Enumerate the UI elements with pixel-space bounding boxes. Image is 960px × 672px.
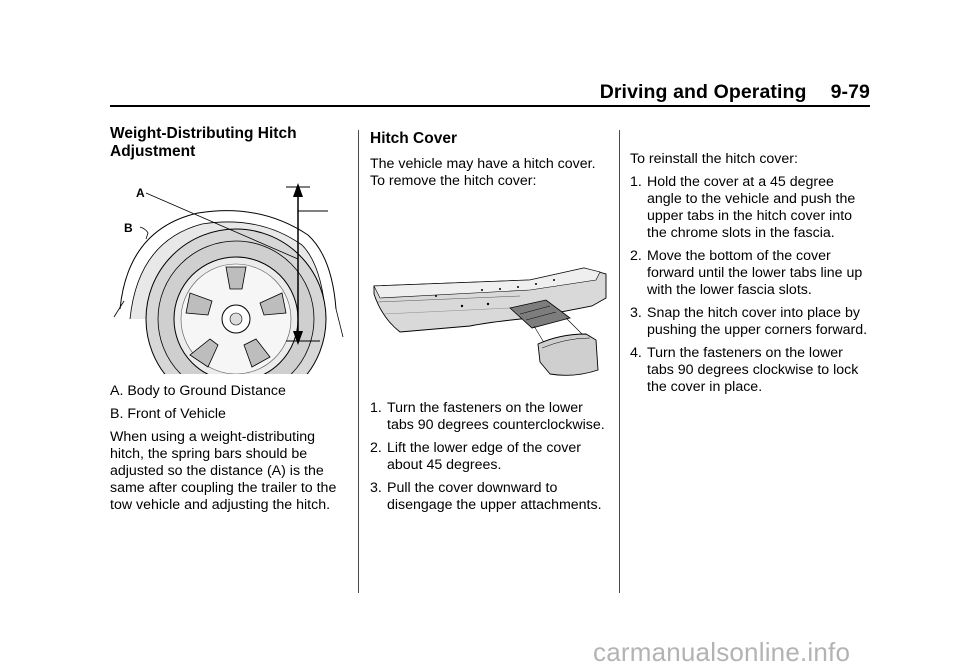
step-number: 3. [630, 305, 642, 321]
intro-paragraph: To reinstall the hitch cover: [630, 151, 798, 167]
body-paragraph: When using a weight-distributing hitch, the spring bars should be adjusted so the distance (A) is the same after coupling the trailer to the tow vehicle and adjusting the hitch. [110, 429, 337, 513]
wheel-distance-figure [110, 169, 348, 374]
column-weight-distributing [110, 125, 348, 514]
column-divider [619, 130, 620, 593]
list-item [630, 305, 870, 339]
page-header [600, 81, 870, 104]
list-item [630, 248, 870, 299]
section-heading: Weight-Distributing Hitch Adjustment [110, 125, 297, 160]
legend-item: B. Front of Vehicle [110, 406, 226, 422]
list-item [630, 174, 870, 242]
step-text: Turn the fasteners on the lower tabs 90 degrees clockwise to lock the cover in place. [647, 345, 859, 395]
step-text: Snap the hitch cover into place by pushing the upper corners forward. [647, 305, 868, 338]
watermark: carmanualsonline.info [593, 637, 851, 667]
section-heading: Hitch Cover [370, 130, 457, 147]
label-b: B [124, 221, 133, 235]
step-text: Move the bottom of the cover forward until the lower tabs line up with the lower fascia slots. [647, 248, 863, 298]
step-number: 2. [370, 440, 382, 456]
step-text: Lift the lower edge of the cover about 45 degrees. [387, 440, 582, 473]
step-text: Pull the cover downward to disengage the upper attachments. [387, 480, 602, 513]
step-list [370, 400, 610, 514]
legend-item: A. Body to Ground Distance [110, 383, 286, 399]
label-a: A [136, 186, 145, 200]
step-list [630, 174, 870, 396]
list-item [370, 480, 610, 514]
step-text: Hold the cover at a 45 degree angle to the vehicle and push the upper tabs in the hitch cover into the chrome slots in the fascia. [647, 174, 856, 241]
header-rule [110, 105, 870, 107]
list-item [370, 400, 610, 434]
column-divider [358, 130, 359, 593]
step-number: 3. [370, 480, 382, 496]
intro-paragraph: The vehicle may have a hitch cover. To remove the hitch cover: [370, 156, 596, 189]
column-hitch-cover [370, 125, 610, 514]
step-number: 1. [370, 400, 382, 416]
step-number: 2. [630, 248, 642, 264]
list-item [370, 440, 610, 474]
column-reinstall [630, 151, 870, 396]
section-title: Driving and Operating [599, 81, 807, 103]
step-number: 4. [630, 345, 642, 361]
hitch-cover-figure [370, 210, 610, 380]
list-item [630, 345, 870, 396]
page-number: 9-79 [830, 81, 870, 103]
step-number: 1. [630, 174, 642, 190]
step-text: Turn the fasteners on the lower tabs 90 degrees counterclockwise. [387, 400, 605, 433]
